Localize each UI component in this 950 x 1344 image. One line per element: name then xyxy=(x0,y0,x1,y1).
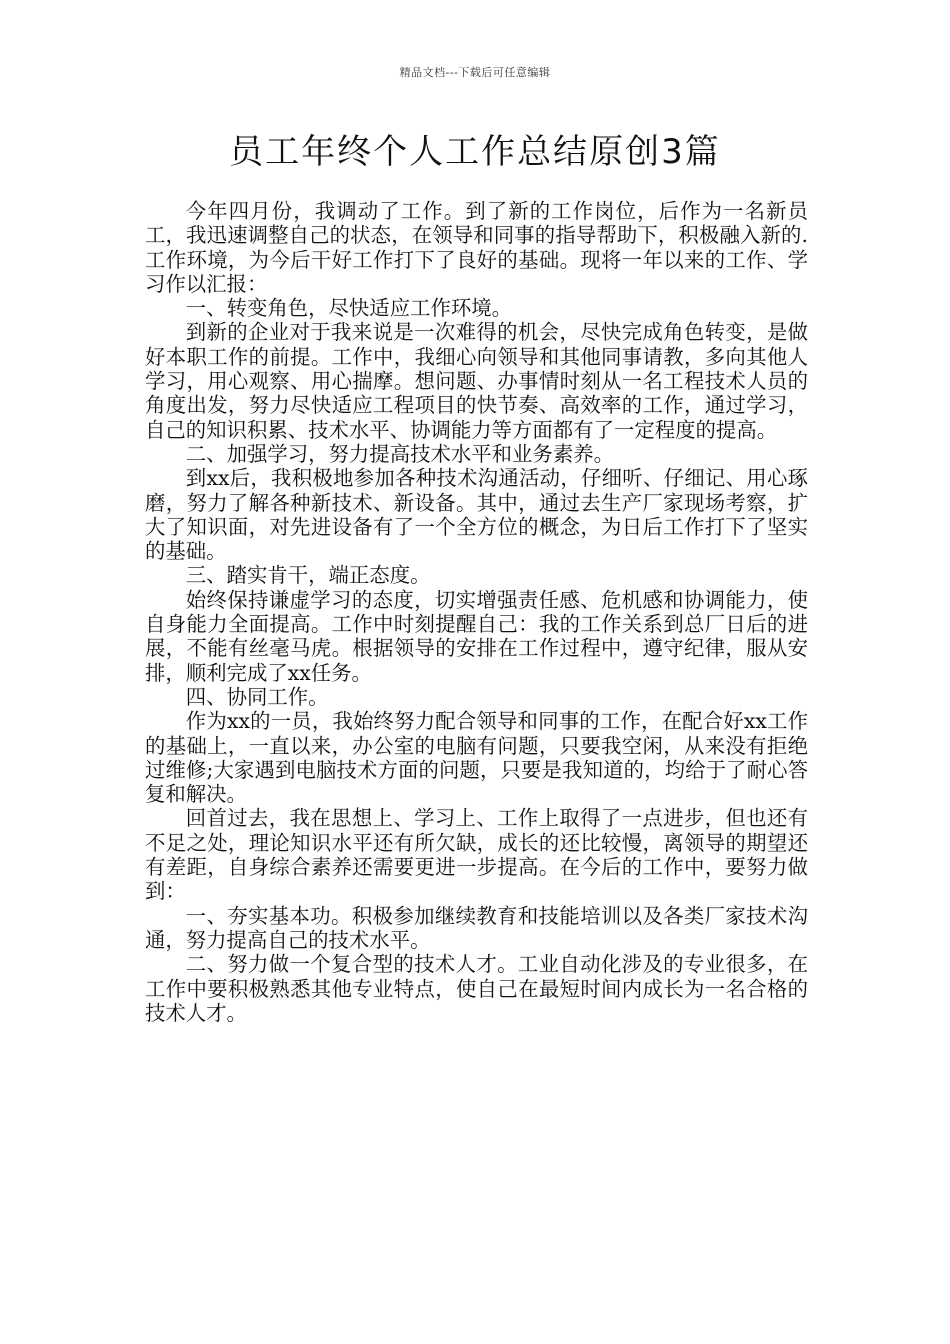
section-heading-3: 三、踏实肯干，端正态度。 xyxy=(185,563,431,588)
document-title: 员工年终个人工作总结原创3篇 xyxy=(229,132,721,172)
intro-paragraph: 今年四月份，我调动了工作。到了新的工作岗位，后作为一名新员工，我迅速调整自己的状态，在领导和同事的指导帮助下，积极融入新的.工作环境，为今后干好工作打下了良好的基础。现将一年以来的工作、学习作以汇报： xyxy=(145,199,808,296)
section-body-2: 到xx后，我积极地参加各种技术沟通活动，仔细听、仔细记、用心琢磨，努力了解各种新技术、新设备。其中，通过去生产厂家现场考察，扩大了知识面，对先进设备有了一个全方位的概念，为日后工作打下了坚实的基础。 xyxy=(145,466,808,564)
page-header-note: 精品文档---下载后可任意编辑 xyxy=(399,66,551,79)
review-paragraph: 回首过去，我在思想上、学习上、工作上取得了一点进步，但也还有不足之处，理论知识水平还有所欠缺，成长的还比较慢，离领导的期望还有差距，自身综合素养还需要更进一步提高。在今后的工作中，要努力做到： xyxy=(145,806,808,904)
section-body-3: 始终保持谦虚学习的态度，切实增强责任感、危机感和协调能力，使自身能力全面提高。工作中时刻提醒自己：我的工作关系到总厂日后的进展，不能有丝毫马虎。根据领导的安排在工作过程中，遵守纪律，服从安排，顺利完成了xx任务。 xyxy=(145,587,808,685)
section-heading-4: 四、协同工作。 xyxy=(185,684,329,709)
section-heading-2: 二、加强学习，努力提高技术水平和业务素养。 xyxy=(185,441,614,466)
document-body xyxy=(145,199,808,1025)
goal-item-2: 二、努力做一个复合型的技术人才。工业自动化涉及的专业很多，在工作中要积极熟悉其他专业特点，使自己在最短时间内成长为一名合格的技术人才。 xyxy=(145,952,808,1025)
goal-item-1: 一、夯实基本功。积极参加继续教育和技能培训以及各类厂家技术沟通，努力提高自己的技术水平。 xyxy=(145,903,808,952)
section-heading-1: 一、转变角色，尽快适应工作环境。 xyxy=(185,296,513,321)
section-body-1: 到新的企业对于我来说是一次难得的机会，尽快完成角色转变，是做好本职工作的前提。工作中，我细心向领导和其他同事请教，多向其他人学习，用心观察、用心揣摩。想问题、办事情时刻从一名工程技术人员的角度出发，努力尽快适应工程项目的快节奏、高效率的工作，通过学习，自己的知识积累、技术水平、协调能力等方面都有了一定程度的提高。 xyxy=(145,320,808,442)
section-body-4: 作为xx的一员，我始终努力配合领导和同事的工作，在配合好xx工作的基础上，一直以来，办公室的电脑有问题，只要我空闲，从来没有拒绝过维修;大家遇到电脑技术方面的问题，只要是我知道的，均给于了耐心答复和解决。 xyxy=(145,709,808,807)
